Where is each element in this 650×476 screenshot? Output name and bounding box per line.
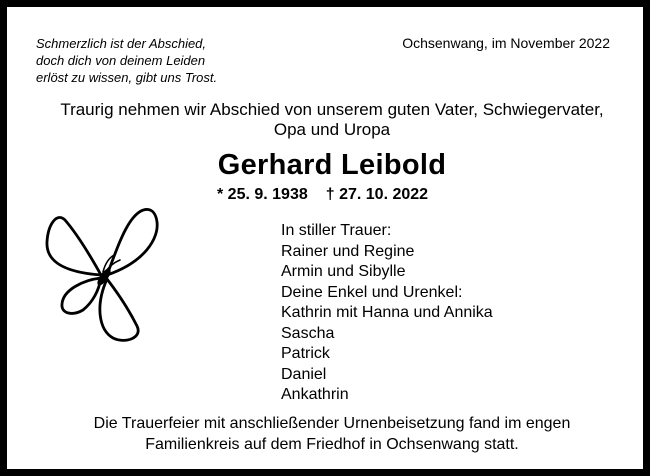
- butterfly-icon: [43, 202, 163, 347]
- verse: [36, 35, 217, 86]
- mourner-line: Patrick: [281, 345, 330, 362]
- birth-date: * 25. 9. 1938: [217, 186, 308, 203]
- mourner-line: In stiller Trauer:: [281, 222, 392, 239]
- mourner-line: Deine Enkel und Urenkel:: [281, 283, 463, 301]
- mourner-line: Sascha: [281, 324, 335, 342]
- closing-line: Die Trauerfeier mit anschließender Urnenbeisetzung fand im engen: [93, 415, 571, 432]
- life-dates: [217, 185, 428, 205]
- verse-line: erlöst zu wissen, gibt uns Trost.: [36, 70, 218, 85]
- death-date: † 27. 10. 2022: [325, 186, 429, 203]
- mourner-line: Daniel: [281, 365, 327, 383]
- closing-line: Familienkreis auf dem Friedhof in Ochsenwang statt.: [145, 436, 519, 453]
- mourner-line: Ankathrin: [281, 386, 349, 403]
- verse-line: doch dich von deinem Leiden: [36, 53, 206, 68]
- intro-line: Traurig nehmen wir Abschied von unserem guten Vater, Schwiegervater,: [60, 100, 604, 119]
- mourner-line: Rainer und Regine: [281, 242, 415, 260]
- closing-text: [7, 413, 650, 455]
- mourner-line: Kathrin mit Hanna und Annika: [281, 304, 493, 321]
- place-date: Ochsenwang, im November 2022: [402, 35, 610, 51]
- deceased-name: Gerhard Leibold: [217, 149, 447, 181]
- mourners-list: [281, 221, 493, 406]
- intro-line: Opa und Uropa: [273, 120, 391, 139]
- mourner-line: Armin und Sibylle: [281, 263, 406, 280]
- intro-text: [7, 100, 650, 140]
- verse-line: Schmerzlich ist der Abschied,: [36, 36, 207, 51]
